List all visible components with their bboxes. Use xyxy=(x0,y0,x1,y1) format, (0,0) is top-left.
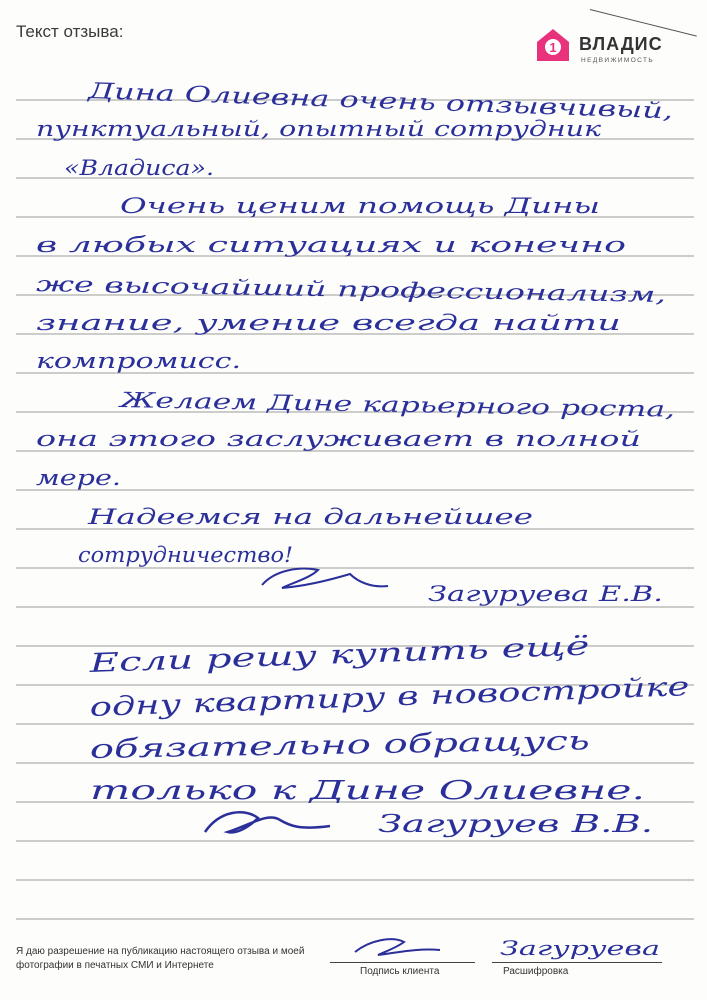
review-line: же высочайший профессионализм, xyxy=(35,272,433,303)
publication-consent: Я даю разрешение на публикацию настоящего отзыва и моей фотографии в печатных СМИ и Интернете xyxy=(16,946,305,971)
review-line: в любых ситуациях и конечно xyxy=(36,233,626,257)
decoding-line xyxy=(492,962,662,963)
review-line: она этого заслуживает в полной xyxy=(36,427,641,451)
signer-name: Загуруева Е.В. xyxy=(428,582,663,606)
signature-mark xyxy=(262,569,388,588)
svg-text:1: 1 xyxy=(549,40,557,55)
review-line: Дина Олиевна очень отзывчивый, xyxy=(87,79,492,119)
signature-line xyxy=(330,962,475,963)
review-line: «Владиса». xyxy=(64,156,214,180)
review-line: пунктуальный, опытный сотрудник xyxy=(36,117,602,141)
brand-name: ВЛАДИС xyxy=(579,34,663,54)
decoding-label: Расшифровка xyxy=(503,966,569,977)
review-line: мере. xyxy=(36,466,121,490)
review-line: Если решу купить ещё xyxy=(89,637,414,679)
review-line: сотрудничество! xyxy=(78,543,293,567)
review-line: обязательно обращусь xyxy=(89,729,414,765)
signature-label: Подпись клиента xyxy=(360,966,440,977)
review-line: Очень ценим помощь Дины xyxy=(120,194,600,218)
review-line: Надеемся на дальнейшее xyxy=(86,505,534,529)
footer-signature-mark xyxy=(355,939,440,955)
review-line: знание, умение всегда найти xyxy=(36,311,621,335)
form-title: Текст отзыва: xyxy=(16,22,124,41)
signature-mark xyxy=(205,812,330,832)
signer-name: Загуруев В.В. xyxy=(378,810,653,838)
review-line: Желаем Дине карьерного роста, xyxy=(119,388,492,419)
review-line: одну квартиру в новостройке xyxy=(89,678,513,723)
review-line: только к Дине Олиевне. xyxy=(90,776,645,806)
brand-subtitle: НЕДВИЖИМОСТЬ xyxy=(581,57,655,64)
decoding-handwritten: Загуруева xyxy=(500,936,660,960)
review-line: компромисс. xyxy=(36,349,241,373)
